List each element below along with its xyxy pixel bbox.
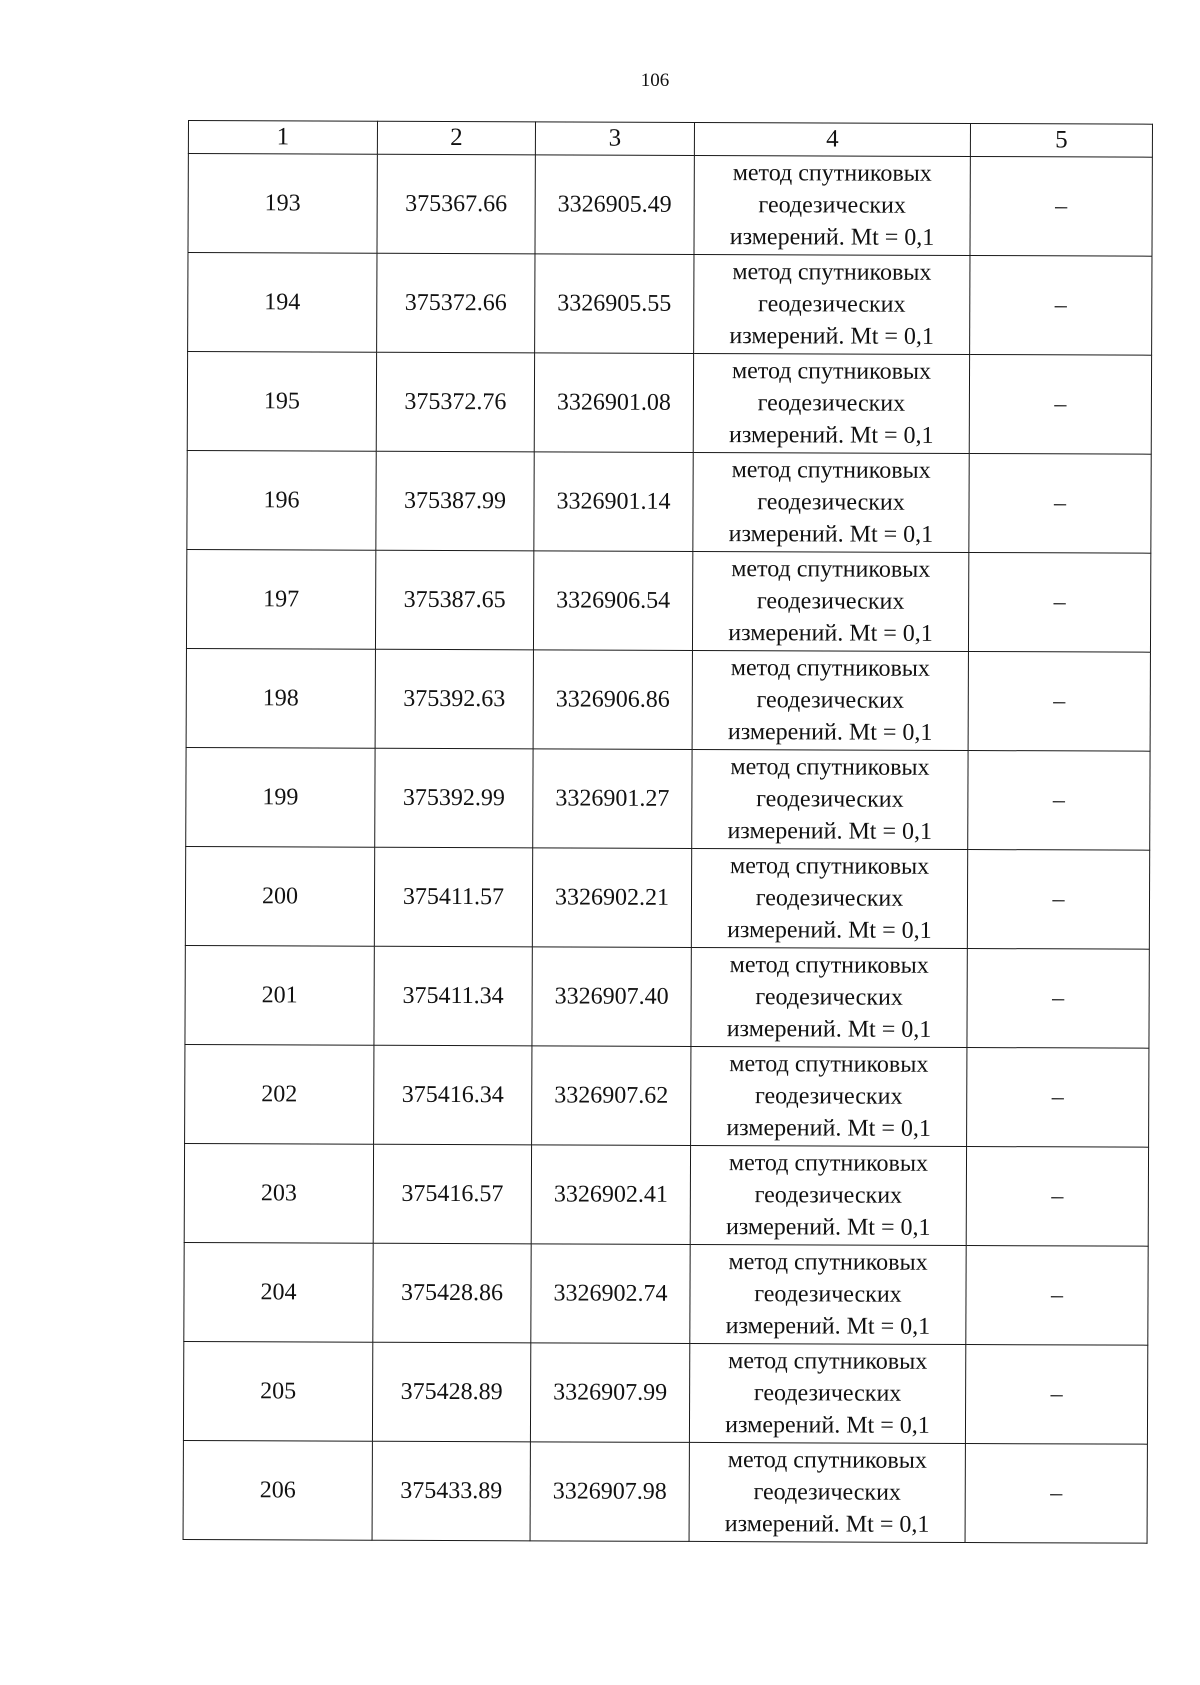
table-row	[187, 450, 1151, 553]
y-coordinate-cell: 3326902.41	[531, 1145, 690, 1245]
header-row	[188, 121, 1152, 158]
page-number: 106	[640, 70, 670, 91]
note-cell: –	[965, 1344, 1147, 1444]
table-row	[187, 352, 1151, 455]
method-line: измерений. Mt = 0,1	[725, 1412, 930, 1439]
method-line: метод спутниковых	[731, 457, 931, 484]
table-row	[185, 1044, 1149, 1147]
column-header-4: 4	[694, 122, 970, 156]
method-line: геодезических	[753, 1479, 902, 1506]
method-line: геодезических	[755, 885, 904, 912]
column-header-3: 3	[535, 122, 694, 156]
method-line: метод спутниковых	[731, 556, 931, 583]
x-coordinate-cell: 375428.89	[372, 1342, 530, 1442]
method-line: геодезических	[758, 291, 906, 318]
note-cell: –	[966, 1245, 1148, 1345]
x-coordinate-cell: 375392.63	[375, 649, 533, 749]
y-coordinate-cell: 3326907.99	[530, 1343, 689, 1443]
point-number-cell: 196	[187, 450, 376, 550]
x-coordinate-cell: 375411.57	[374, 847, 532, 947]
y-coordinate-cell: 3326905.49	[535, 155, 694, 255]
note-cell: –	[969, 355, 1151, 455]
y-coordinate-cell: 3326901.14	[534, 452, 693, 552]
note-cell: –	[969, 454, 1151, 554]
y-coordinate-cell: 3326905.55	[535, 254, 694, 354]
note-cell: –	[968, 652, 1150, 752]
method-cell	[691, 947, 967, 1047]
point-number-cell: 197	[186, 549, 375, 649]
table-row	[184, 1242, 1148, 1345]
note-cell: –	[967, 948, 1149, 1048]
method-line: измерений. Mt = 0,1	[726, 1016, 932, 1043]
method-cell	[693, 353, 969, 453]
method-cell	[691, 1046, 967, 1146]
method-cell	[692, 749, 968, 849]
method-line: геодезических	[754, 1281, 902, 1308]
method-line: геодезических	[756, 588, 905, 615]
x-coordinate-cell: 375416.57	[373, 1144, 531, 1244]
method-line: метод спутниковых	[730, 655, 930, 682]
method-line: метод спутниковых	[729, 1051, 929, 1078]
point-number-cell: 205	[183, 1341, 372, 1441]
method-line: метод спутниковых	[728, 1150, 929, 1177]
method-line: метод спутниковых	[728, 1249, 928, 1276]
method-line: геодезических	[755, 984, 903, 1011]
coordinates-table	[183, 120, 1153, 1544]
x-coordinate-cell: 375387.65	[375, 550, 533, 650]
x-coordinate-cell: 375367.66	[377, 154, 535, 254]
point-number-cell: 194	[188, 253, 377, 353]
method-cell	[693, 452, 969, 552]
y-coordinate-cell: 3326902.21	[532, 848, 691, 948]
table-row	[183, 1341, 1147, 1444]
method-line: геодезических	[753, 1380, 902, 1407]
point-number-cell: 200	[185, 846, 374, 946]
point-number-cell: 201	[185, 945, 374, 1045]
y-coordinate-cell: 3326907.62	[532, 1046, 691, 1146]
y-coordinate-cell: 3326901.08	[534, 353, 693, 453]
column-header-5: 5	[970, 124, 1152, 158]
method-line: геодезических	[757, 390, 906, 417]
method-line: измерений. Mt = 0,1	[728, 620, 933, 647]
method-line: геодезических	[757, 489, 905, 516]
column-header-1: 1	[188, 121, 377, 155]
note-cell: –	[970, 256, 1152, 356]
table-row	[186, 549, 1150, 652]
x-coordinate-cell: 375428.86	[373, 1243, 531, 1343]
y-coordinate-cell: 3326906.54	[533, 551, 692, 651]
x-coordinate-cell: 375392.99	[375, 748, 533, 848]
method-line: измерений. Mt = 0,1	[727, 818, 933, 845]
point-number-cell: 199	[186, 747, 375, 847]
method-cell	[692, 551, 968, 651]
table-body	[183, 154, 1152, 1544]
y-coordinate-cell: 3326907.40	[532, 947, 691, 1047]
point-number-cell: 193	[188, 154, 377, 254]
method-cell	[689, 1343, 965, 1443]
method-line: измерений. Mt = 0,1	[726, 1115, 931, 1142]
method-line: измерений. Mt = 0,1	[729, 323, 935, 350]
table-row	[185, 846, 1149, 949]
y-coordinate-cell: 3326901.27	[533, 749, 692, 849]
x-coordinate-cell: 375433.89	[372, 1441, 530, 1541]
note-cell: –	[965, 1443, 1147, 1543]
method-cell	[692, 650, 968, 750]
point-number-cell: 203	[184, 1143, 373, 1243]
note-cell: –	[968, 553, 1150, 653]
table-row	[186, 648, 1150, 751]
method-line: метод спутниковых	[732, 160, 932, 187]
method-line: геодезических	[756, 687, 905, 714]
method-line: геодезических	[756, 786, 904, 813]
method-line: метод спутниковых	[729, 952, 929, 979]
method-line: измерений. Mt = 0,1	[727, 719, 933, 746]
method-cell	[694, 155, 970, 255]
x-coordinate-cell: 375416.34	[374, 1045, 532, 1145]
x-coordinate-cell: 375372.76	[376, 352, 534, 452]
x-coordinate-cell: 375387.99	[376, 451, 534, 551]
method-cell	[691, 848, 967, 948]
x-coordinate-cell: 375411.34	[374, 946, 532, 1046]
table-row	[184, 1143, 1148, 1246]
method-line: геодезических	[758, 192, 906, 219]
point-number-cell: 204	[184, 1242, 373, 1342]
table-row	[186, 747, 1150, 850]
method-line: измерений. Mt = 0,1	[729, 224, 935, 251]
method-line: геодезических	[754, 1083, 903, 1110]
note-cell: –	[966, 1146, 1148, 1246]
column-header-2: 2	[377, 121, 535, 155]
y-coordinate-cell: 3326902.74	[531, 1244, 690, 1344]
note-cell: –	[970, 157, 1152, 257]
note-cell: –	[968, 750, 1150, 850]
method-line: метод спутниковых	[732, 259, 932, 286]
table-row	[185, 945, 1149, 1048]
y-coordinate-cell: 3326907.98	[530, 1442, 689, 1542]
point-number-cell: 202	[185, 1044, 374, 1144]
point-number-cell: 198	[186, 648, 375, 748]
table-row	[188, 154, 1152, 257]
method-line: измерений. Mt = 0,1	[725, 1313, 931, 1340]
method-cell	[690, 1244, 966, 1344]
x-coordinate-cell: 375372.66	[377, 253, 535, 353]
point-number-cell: 206	[183, 1440, 372, 1540]
table-header	[188, 121, 1152, 158]
method-line: измерений. Mt = 0,1	[728, 521, 934, 548]
method-line: измерений. Mt = 0,1	[724, 1511, 930, 1538]
method-line: метод спутниковых	[731, 358, 932, 385]
method-cell	[694, 254, 970, 354]
note-cell: –	[967, 1047, 1149, 1147]
method-line: измерений. Mt = 0,1	[728, 422, 934, 449]
method-line: измерений. Mt = 0,1	[725, 1214, 931, 1241]
method-cell	[690, 1145, 966, 1245]
table-row	[183, 1440, 1147, 1543]
method-line: измерений. Mt = 0,1	[727, 917, 932, 944]
method-cell	[689, 1442, 965, 1542]
method-line: геодезических	[754, 1182, 903, 1209]
method-line: метод спутниковых	[730, 853, 930, 880]
method-line: метод спутниковых	[728, 1348, 928, 1375]
point-number-cell: 195	[187, 352, 376, 452]
note-cell: –	[967, 849, 1149, 949]
table-row	[188, 253, 1152, 356]
y-coordinate-cell: 3326906.86	[533, 650, 692, 750]
method-line: метод спутниковых	[727, 1447, 927, 1474]
method-line: метод спутниковых	[730, 754, 930, 781]
